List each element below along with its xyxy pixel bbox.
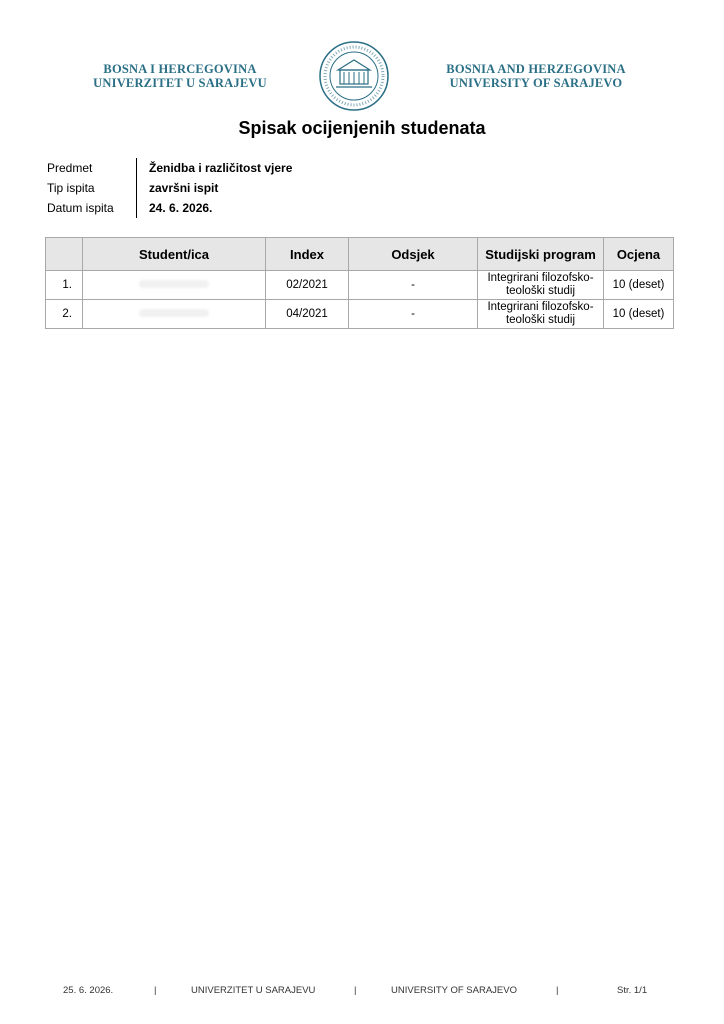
row-grade: 10 (deset) [604, 271, 674, 300]
meta-value: 24. 6. 2026. [149, 201, 213, 215]
meta-label: Tip ispita [47, 181, 95, 195]
row-number: 2. [46, 300, 83, 329]
meta-label: Datum ispita [47, 201, 114, 215]
program-line2: teološki studij [505, 285, 576, 297]
header-left-line2: UNIVERZITET U SARAJEVU [93, 76, 267, 90]
student-name-redacted [83, 300, 266, 329]
row-study-program [478, 271, 604, 300]
row-index: 02/2021 [266, 271, 349, 300]
footer-university-english: UNIVERSITY OF SARAJEVO [391, 985, 517, 996]
meta-value: završni ispit [149, 181, 219, 195]
meta-row-subject [47, 158, 292, 178]
meta-row-exam-date [47, 198, 292, 218]
meta-divider [136, 158, 137, 178]
footer-date: 25. 6. 2026. [63, 985, 114, 996]
col-header-student: Student/ica [83, 238, 266, 271]
footer-separator: | [154, 985, 157, 996]
header-left [80, 62, 280, 90]
row-number: 1. [46, 271, 83, 300]
header-right-line2: UNIVERSITY OF SARAJEVO [449, 76, 623, 90]
footer-separator: | [354, 985, 357, 996]
header-left-line1: BOSNA I HERCEGOVINA [103, 62, 257, 76]
table-row [46, 300, 674, 329]
student-name-redacted [83, 271, 266, 300]
redaction-blur [139, 280, 209, 288]
col-header-study-program: Studijski program [478, 238, 604, 271]
redaction-blur [139, 309, 209, 317]
row-department: - [349, 300, 478, 329]
row-study-program [478, 300, 604, 329]
col-header-grade: Ocjena [604, 238, 674, 271]
row-grade: 10 (deset) [604, 300, 674, 329]
meta-divider [136, 178, 137, 198]
footer-page-number: Str. 1/1 [617, 985, 648, 996]
meta-divider [136, 198, 137, 218]
exam-meta [47, 158, 292, 218]
program-line2: teološki studij [505, 314, 576, 326]
university-seal-icon [318, 40, 390, 112]
col-header-department: Odsjek [349, 238, 478, 271]
table-row [46, 271, 674, 300]
meta-label: Predmet [47, 161, 93, 175]
meta-value: Ženidba i različitost vjere [149, 161, 293, 175]
program-line1: Integrirani filozofsko- [487, 301, 594, 313]
row-index: 04/2021 [266, 300, 349, 329]
table-header-row [46, 238, 674, 271]
row-department: - [349, 271, 478, 300]
footer-university-local: UNIVERZITET U SARAJEVU [191, 985, 316, 996]
header-right-line1: BOSNIA AND HERZEGOVINA [446, 62, 626, 76]
program-line1: Integrirani filozofsko- [487, 272, 594, 284]
col-header-index: Index [266, 238, 349, 271]
meta-row-exam-type [47, 178, 292, 198]
header-right [436, 62, 636, 90]
col-header-number [46, 238, 83, 271]
footer-separator: | [556, 985, 559, 996]
grades-table [45, 237, 674, 329]
page-title: Spisak ocijenjenih studenata [238, 118, 486, 138]
